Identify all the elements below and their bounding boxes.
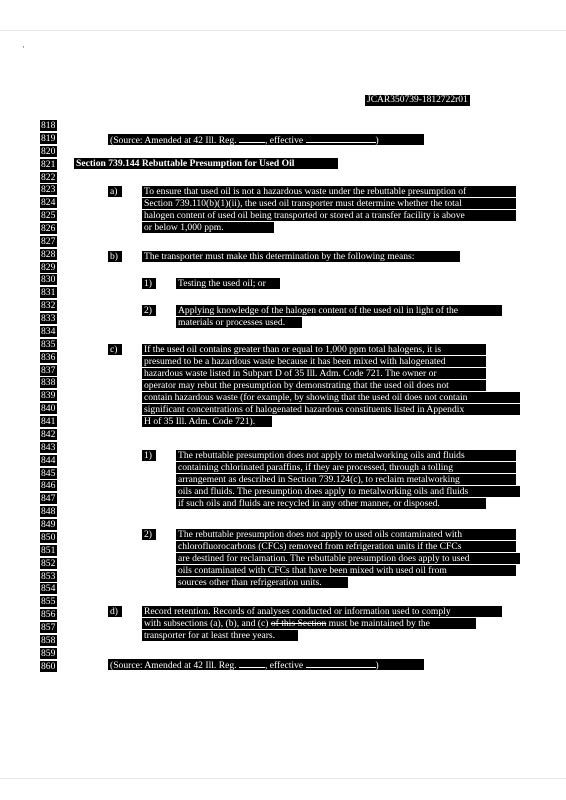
line-number: 820 — [41, 145, 56, 157]
subsection-b-text: The transporter must make this determination by the following means: — [142, 251, 460, 262]
blank-field — [306, 134, 376, 143]
source-note-suffix: ) — [375, 660, 379, 670]
subsection-c-line: If the used oil contains greater than or equal to 1,000 ppm total halogens, it is — [142, 344, 486, 355]
line-number: 841 — [41, 416, 56, 427]
item-line: Testing the used oil; or — [176, 278, 280, 289]
line-number: 833 — [41, 313, 56, 324]
line-number: 818 — [41, 120, 56, 131]
item-label: 2) — [142, 529, 156, 540]
line-number: 821 — [41, 158, 56, 170]
item-line: chlorofluorocarbons (CFCs) removed from refrigeration units if the CFCs — [176, 541, 516, 552]
item-line: sources other than refrigeration units. — [176, 577, 348, 588]
line-number: 819 — [41, 132, 56, 144]
source-note-prefix: (Source: Amended at 42 Ill. Reg. — [110, 660, 239, 670]
line-number: 840 — [41, 403, 56, 415]
line-number: 839 — [41, 390, 56, 402]
item-line: if such oils and fluids are recycled in any other manner, or disposed. — [176, 498, 486, 509]
line-number: 854 — [41, 583, 56, 595]
subsection-d-line — [142, 618, 476, 629]
item-line: Applying knowledge of the halogen content of the used oil in light of the — [176, 305, 502, 316]
line-number: 842 — [41, 428, 56, 440]
line-number: 860 — [41, 660, 56, 672]
line-number: 856 — [41, 609, 56, 621]
scan-mark: · — [22, 42, 27, 52]
line-number: 845 — [41, 467, 56, 479]
blank-field — [306, 659, 376, 668]
source-note-1 — [108, 134, 424, 145]
subsection-d-line: Record retention. Records of analyses conducted or information used to comply — [142, 606, 502, 617]
line-number: 829 — [41, 261, 56, 273]
line-number: 834 — [41, 325, 56, 337]
page-bottom-edge — [0, 778, 566, 779]
source-note-middle: , effective — [264, 135, 306, 145]
subsection-a-line: To ensure that used oil is not a hazardous waste under the rebuttable presumption of — [142, 186, 516, 197]
struck-text: of this Section — [270, 618, 327, 629]
line-number: 827 — [41, 235, 56, 247]
item-line: The rebuttable presumption does not apply to used oils contaminated with — [176, 529, 516, 540]
document-id: JCAR350739-1812722r01 — [367, 95, 468, 105]
page-top-edge — [0, 30, 566, 31]
subsection-c-line: significant concentrations of halogenated hazardous constituents listed in Appendix — [142, 404, 520, 415]
line-number: 853 — [41, 570, 56, 582]
source-note-prefix: (Source: Amended at 42 Ill. Reg. — [110, 135, 239, 145]
item-label: 1) — [142, 278, 156, 289]
subsection-a-line: or below 1,000 ppm. — [142, 222, 274, 233]
subsection-d-text: with subsections (a), (b), and (c) — [144, 618, 271, 629]
subsection-a-line: halogen content of used oil being transported or stored at a transfer facility is above — [142, 210, 516, 221]
line-number: 858 — [41, 634, 56, 646]
line-number: 830 — [41, 274, 56, 286]
item-line: oils contaminated with CFCs that have been mixed with used oil from — [176, 565, 516, 576]
item-line: containing chlorinated paraffins, if they are processed, through a tolling — [176, 462, 516, 473]
line-number: 850 — [41, 531, 56, 543]
source-note-middle: , effective — [264, 660, 306, 670]
item-label: 2) — [142, 305, 156, 316]
item-line: are destined for reclamation. The rebuttable presumption does apply to used — [176, 553, 520, 564]
item-line: oils and fluids. The presumption does apply to metalworking oils and fluids — [176, 486, 520, 497]
line-number: 825 — [41, 210, 56, 222]
blank-field — [239, 659, 265, 668]
subsection-c-line: hazardous waste listed in Subpart D of 35 Ill. Adm. Code 721. The owner or — [142, 368, 486, 379]
subsection-c-line: operator may rebut the presumption by demonstrating that the used oil does not — [142, 380, 486, 391]
subsection-b-label: b) — [108, 251, 122, 262]
line-number: 838 — [41, 377, 56, 389]
item-label: 1) — [142, 450, 156, 461]
line-number: 826 — [41, 223, 56, 234]
subsection-a-label: a) — [108, 186, 122, 197]
source-note-suffix: ) — [375, 135, 379, 145]
item-line: The rebuttable presumption does not apply to metalworking oils and fluids — [176, 450, 516, 461]
subsection-c-line: presumed to be a hazardous waste because it has been mixed with halogenated — [142, 356, 486, 367]
line-number: 855 — [41, 596, 56, 608]
line-number: 824 — [41, 197, 56, 209]
line-number: 837 — [41, 364, 56, 376]
line-number: 848 — [41, 506, 56, 518]
line-number: 849 — [41, 519, 56, 530]
line-number: 835 — [41, 338, 56, 350]
line-number: 823 — [41, 184, 56, 196]
subsection-c-line: contain hazardous waste (for example, by showing that the used oil does not contain — [142, 392, 520, 403]
subsection-a-line: Section 739.110(b)(1)(ii), the used oil transporter must determine whether the total — [142, 198, 516, 209]
line-number: 857 — [41, 621, 56, 633]
item-line: materials or processes used. — [176, 317, 302, 328]
line-number: 832 — [41, 300, 56, 312]
subsection-d-label: d) — [108, 606, 122, 617]
line-number: 843 — [41, 441, 56, 453]
line-number: 846 — [41, 480, 56, 492]
subsection-d-line: transporter for at least three years. — [142, 630, 298, 641]
source-note-2 — [108, 659, 424, 670]
subsection-c-line: H of 35 Ill. Adm. Code 721). — [142, 416, 272, 427]
subsection-d-text: must be maintained by the — [326, 618, 430, 629]
line-number: 859 — [41, 647, 56, 659]
line-number: 851 — [41, 544, 56, 556]
line-number: 852 — [41, 557, 56, 569]
section-heading: Section 739.144 Rebuttable Presumption for Used Oil — [74, 158, 338, 169]
item-line: arrangement as described in Section 739.124(c), to reclaim metalworking — [176, 474, 516, 485]
subsection-c-label: c) — [108, 344, 122, 355]
line-number: 828 — [41, 248, 56, 260]
blank-field — [239, 134, 265, 143]
line-number: 822 — [41, 171, 56, 183]
line-number: 831 — [41, 287, 56, 299]
line-number: 836 — [41, 351, 56, 363]
line-number: 844 — [41, 454, 56, 466]
line-number: 847 — [41, 493, 56, 505]
